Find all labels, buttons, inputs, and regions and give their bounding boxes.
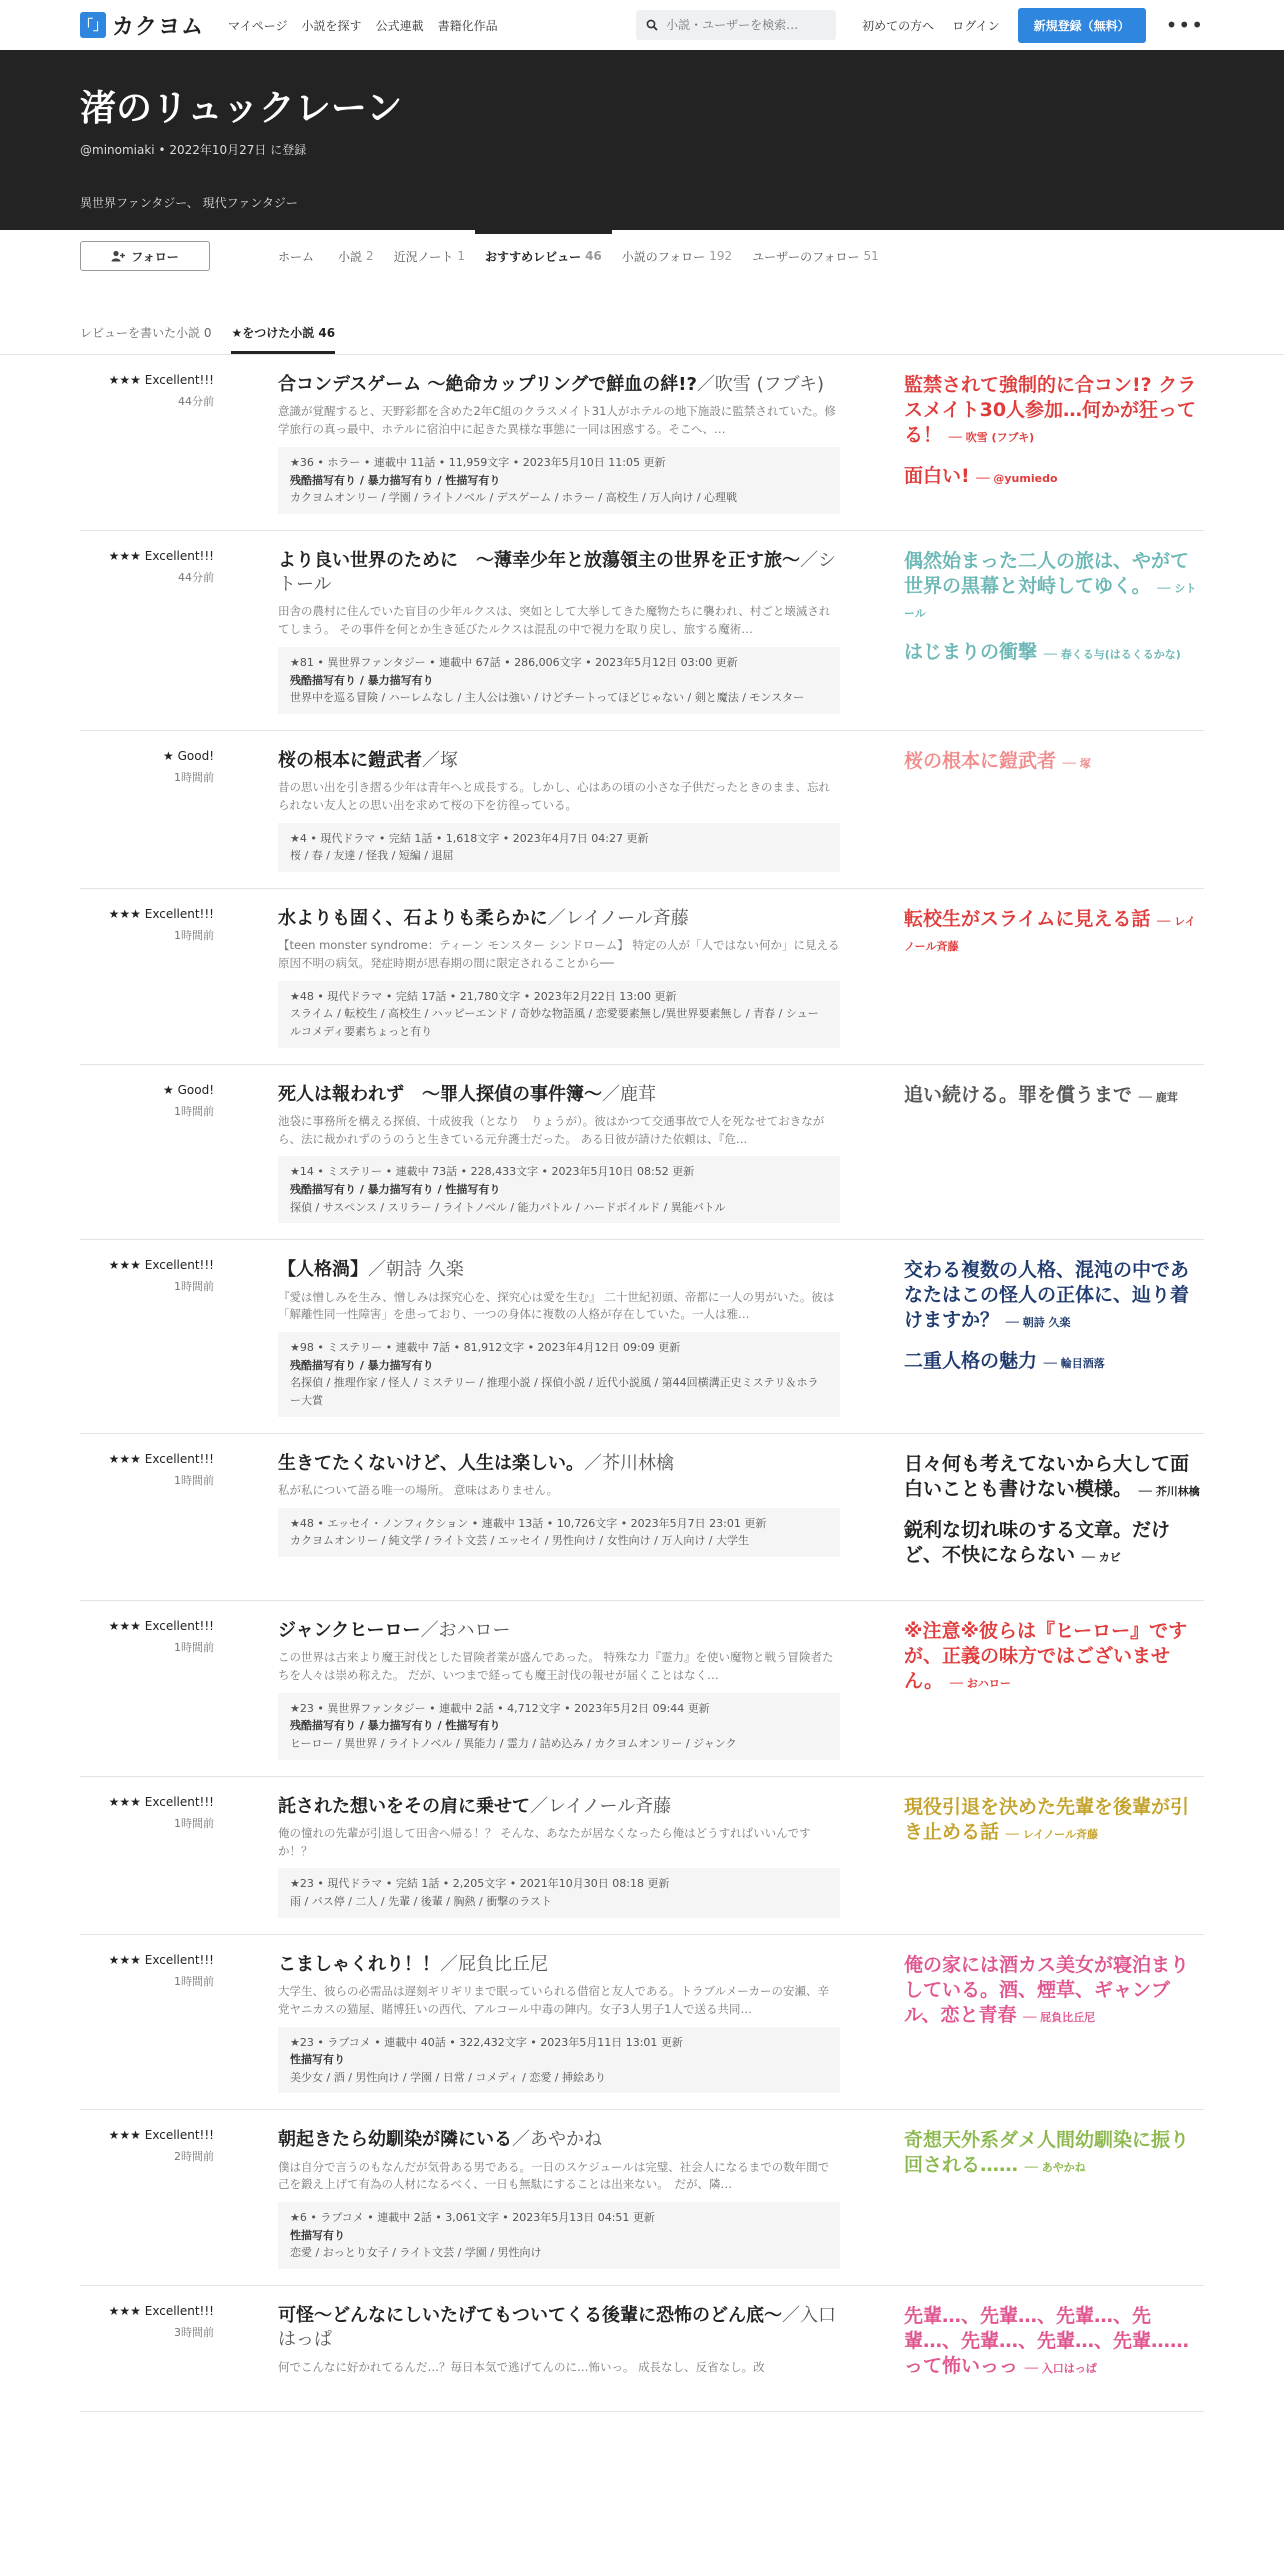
review-text: はじまりの衝撃 [904,640,1038,663]
work-stats: ★36 • ホラー • 連載中 11話 • 11,959文字 • 2023年5月10日 11:05 更新 [290,455,666,469]
list-item [80,1434,1204,1601]
tag-list[interactable]: ヒーロー / 異世界 / ライトノベル / 異能力 / 霊力 / 詰め込み / カクヨムオンリー / ジャンク [290,1736,737,1750]
review-author: ── 鹿茸 [1138,1090,1178,1104]
review-catchphrase[interactable] [904,2128,1204,2178]
subtab-reviewed[interactable]: レビューを書いた小説 0 [80,326,212,340]
logo-mark: 「」 [80,12,106,38]
catchphrases [904,1619,1204,1760]
author-link[interactable]: ／屁負比丘尼 [440,1953,548,1975]
list-item [80,2286,1204,2412]
tab-label: 小説 [338,249,363,264]
star-rating: ★★★ Excellent!!! [108,1451,214,1466]
profile-tabs [0,230,1284,282]
tab-count: 192 [709,249,733,263]
work-stats: ★98 • ミステリー • 連載中 7話 • 81,912文字 • 2023年4月12日 09:09 更新 [290,1341,681,1355]
review-catchphrase[interactable] [904,1795,1204,1845]
work-stats: ★4 • 現代ドラマ • 完結 1話 • 1,618文字 • 2023年4月7日 04:27 更新 [290,831,649,845]
catchphrases [904,749,1204,872]
list-item [80,1601,1204,1777]
catchphrases [904,373,1204,514]
tag-list[interactable]: カクヨムオンリー / 学園 / ライトノベル / デスゲーム / ホラー / 高校生 / 万人向け / 心理戦 [290,491,738,505]
work-title: 合コンデスゲーム 〜絶命カップリングで鮮血の絆!? [278,374,697,395]
work-intro: 意識が覚醒すると、天野彩都を含めた2年C組のクラスメイト31人がホテルの地下施設に監禁されていた。修学旅行の真っ最中、ホテルに宿泊中に起きた異様な事態に一同は困惑する。そこへ、… [278,404,836,437]
work-info [278,749,840,872]
rating-column [80,1795,214,1918]
author-link[interactable]: ／シトール [278,549,836,595]
work-intro: 田舎の農村に住んでいた盲目の少年ルクスは、突如として大挙してきた魔物たちに襲われ、村ごと壊滅されてしまう。 その事件を何とか生き延びたルクスは混乱の中で視力を取り戻し、旅する魔術… [278,604,831,637]
work-info [278,1258,840,1416]
review-text: 偶然始まった二人の旅は、やがて世界の黒幕と対峙してゆく。 [904,549,1190,597]
tag-list[interactable]: 美少女 / 酒 / 男性向け / 学園 / 日常 / コメディ / 恋愛 / 挿絵あり [290,2070,607,2084]
tab-notes[interactable] [394,230,465,282]
list-item [80,1065,1204,1241]
work-title: 朝起きたら幼馴染が隣にいる [278,2129,512,2151]
content-warnings: 残酷描写有り / 暴力描写有り / 性描写有り [290,1719,501,1733]
list-item [80,889,1204,1065]
timestamp: 1時間前 [174,770,214,784]
work-title-link[interactable] [278,1619,840,1643]
review-catchphrase[interactable] [904,1258,1204,1333]
review-author: ── 屁負比丘尼 [1023,2010,1096,2024]
rating-column [80,373,214,514]
rating-column [80,1258,214,1416]
work-info [278,373,840,514]
timestamp: 1時間前 [174,1280,214,1294]
work-meta [278,2202,840,2269]
work-intro: 大学生、彼らの必需品は遅刻ギリギリまで眠っていられる借宿と友人である。トラブルメーカーの安瀬、辛党ヤニカスの猫屋、賭博狂いの西代、アルコール中毒の陣内。女子3人男子1人で送る共同… [278,1983,829,2016]
star-rating: ★ Good! [163,1082,214,1097]
work-meta [278,1868,840,1917]
author-link[interactable]: ／吹雪 (フブキ) [696,374,824,395]
review-catchphrase[interactable] [904,907,1204,957]
review-author: ── カビ [1081,1550,1121,1564]
work-info [278,2128,840,2269]
tab-count: 1 [457,249,465,263]
review-author: ── 春くる与(はるくるかな) [1043,647,1181,661]
review-author: ── おハロー [949,1676,1011,1690]
nav-find-novels[interactable]: 小説を探す [301,18,362,33]
profile-meta: @minomiaki • 2022年10月27日 に登録 [80,143,307,157]
rating-column [80,907,214,1048]
star-rating: ★★★ Excellent!!! [108,1618,214,1633]
work-title: 【人格渦】 [278,1259,368,1281]
work-intro: この世界は古来より魔王討伐とした冒険者業が盛んであった。 特殊な力『霊力』を使い魔物と戦う冒険者たちを人々は崇め称えた。 だが、いつまで経っても魔王討伐の報せが届くことはなく… [278,1650,834,1682]
review-catchphrase[interactable] [904,749,1204,774]
work-title: 生きてたくないけど、人生は楽しい。 [278,1452,584,1474]
work-info [278,2304,840,2395]
profile-name: 渚のリュックレーン [80,88,403,129]
author-link[interactable]: ／あやかね [512,2129,602,2151]
review-catchphrase[interactable] [904,1619,1204,1694]
review-catchphrase[interactable] [904,2304,1204,2379]
review-catchphrase[interactable] [904,1953,1204,2028]
timestamp: 1時間前 [174,1816,214,1830]
author-link[interactable]: ／レイノール斉藤 [547,907,689,929]
work-stats: ★23 • 異世界ファンタジー • 連載中 2話 • 4,712文字 • 2023年5月2日 09:44 更新 [290,1701,710,1715]
work-info [278,549,840,714]
work-stats: ★48 • 現代ドラマ • 完結 17話 • 21,780文字 • 2023年2月22日 13:00 更新 [290,989,677,1003]
work-info [278,1795,840,1918]
catchphrases [904,1452,1204,1584]
work-meta [278,447,840,514]
content-warnings: 残酷描写有り / 暴力描写有り [290,1358,434,1372]
review-catchphrase[interactable] [904,1452,1204,1502]
review-text: 奇想天外系ダメ人間幼馴染に振り回される…… [904,2129,1190,2177]
review-author: ── レイノール斉藤 [904,914,1196,953]
tag-list[interactable]: 恋愛 / おっとり女子 / ライト文芸 / 学園 / 男性向け [290,2246,542,2260]
review-text: 二重人格の魅力 [904,1350,1038,1373]
work-stats: ★23 • 現代ドラマ • 完結 1話 • 2,205文字 • 2021年10月30日 08:18 更新 [290,1877,670,1891]
list-item [80,1777,1204,1935]
rating-column [80,2128,214,2269]
work-meta [278,1508,840,1557]
work-title: 桜の根本に鎧武者 [278,749,422,771]
timestamp: 1時間前 [174,928,214,942]
tab-label: ユーザーのフォロー [752,249,860,264]
review-text: 面白い! [904,465,970,488]
work-info [278,1452,840,1584]
work-title: 可怪〜どんなにしいたげてもついてくる後輩に恐怖のどん底〜 [278,2305,782,2327]
work-meta [278,981,840,1048]
work-stats: ★23 • ラブコメ • 連載中 40話 • 322,432文字 • 2023年5月11日 13:01 更新 [290,2035,683,2049]
site-logo[interactable] [80,10,204,41]
review-author: ── 朝詩 久楽 [1005,1316,1071,1330]
work-title: 水よりも固く、石よりも柔らかに [278,907,548,929]
author-link[interactable]: ／塚 [422,749,458,771]
review-text: 転校生がスライムに見える話 [904,907,1151,930]
content-warnings: 性描写有り [290,2053,345,2067]
work-title-link[interactable] [278,2304,840,2353]
timestamp: 1時間前 [174,1473,214,1487]
review-text: 追い続ける。罪を償うまで [904,1083,1133,1106]
work-stats: ★6 • ラブコメ • 連載中 2話 • 3,061文字 • 2023年5月13日 04:51 更新 [290,2211,655,2225]
list-item [80,731,1204,889]
work-title: 死人は報われず 〜罪人探偵の事件簿〜 [278,1083,602,1105]
work-title-link[interactable] [278,907,840,931]
tab-label: おすすめレビュー [484,249,582,264]
review-author: ── @yumiedo [976,472,1058,486]
login-link[interactable]: ログイン [952,18,1000,33]
list-item [80,1240,1204,1433]
rating-column [80,1953,214,2094]
tab-novels[interactable] [338,230,374,282]
rating-column [80,2304,214,2395]
catchphrases [904,2128,1204,2269]
tab-count: 46 [585,249,602,263]
work-title-link[interactable] [278,749,840,773]
work-title: こましゃくれり！！ [278,1953,440,1975]
tag-list[interactable]: 桜 / 春 / 友達 / 怪我 / 短編 / 退屈 [290,849,454,863]
work-meta [278,2027,840,2094]
content-warnings: 性描写有り [290,2228,345,2242]
work-title-link[interactable] [278,1452,840,1476]
work-intro: 【teen monster syndrome：ティーン モンスター シンドローム】 特定の人が「人ではない何か」に見える原因不明の病気。発症時期が思春期の間に限定されることから── [278,938,840,970]
content-warnings: 残酷描写有り / 暴力描写有り / 性描写有り [290,1183,501,1197]
author-link[interactable]: ／朝詩 久楽 [368,1259,464,1281]
work-meta [278,1332,840,1416]
tag-list[interactable]: 探偵 / サスペンス / スリラー / ライトノベル / 能力バトル / ハードボイルド / 異能バトル [290,1200,726,1214]
review-text: 先輩…、先輩…、先輩…、先輩…、先輩…、先輩…、先輩……って怖いっっ [904,2305,1190,2378]
star-rating: ★ Good! [163,748,214,763]
author-link[interactable]: ／芥川林檎 [584,1452,674,1474]
nav-mypage[interactable]: マイページ [228,18,288,33]
work-intro: 俺の憧れの先輩が引退して田舎へ帰る！？ そんな、あなたが居なくなったら俺はどうすればいいんですか！？ [278,1825,811,1858]
author-link[interactable]: ／入口はっぱ [278,2305,836,2351]
review-catchphrase[interactable] [904,1083,1204,1108]
star-rating: ★★★ Excellent!!! [108,373,214,387]
author-link[interactable]: ／おハロー [420,1619,511,1641]
more-menu-icon[interactable]: ••• [1165,13,1204,37]
signup-button[interactable]: 新規登録（無料） [1018,8,1146,43]
star-rating: ★★★ Excellent!!! [108,548,214,563]
timestamp: 44分前 [178,395,214,408]
work-info [278,1083,840,1224]
rating-column [80,549,214,714]
nav-official[interactable]: 公式連載 [375,18,424,33]
profile-genres: 異世界ファンタジー、 現代ファンタジー [80,196,298,210]
star-rating: ★★★ Excellent!!! [108,906,214,921]
catchphrases [904,2304,1204,2395]
add-user-icon [111,250,125,262]
review-author: ── レイノール斉藤 [1005,1827,1098,1841]
star-rating: ★★★ Excellent!!! [108,1794,214,1809]
timestamp: 1時間前 [174,1104,214,1118]
rating-column [80,1083,214,1224]
search-input[interactable] [666,18,826,32]
tag-list[interactable]: 名探偵 / 推理作家 / 怪人 / ミステリー / 推理小説 / 探偵小説 / 近代小説風 / 第44回横溝正史ミステリ＆ホラー大賞 [290,1376,819,1407]
review-list [0,355,1284,2412]
review-author: ── 入口はっぱ [1024,2362,1097,2376]
content-warnings: 残酷描写有り / 暴力描写有り [290,673,434,687]
work-title: より良い世界のために 〜薄幸少年と放蕩領主の世界を正す旅〜 [278,549,800,571]
follow-label: フォロー [131,249,179,264]
review-subtabs [0,324,1284,355]
work-meta [278,823,840,872]
tab-count: 2 [366,249,374,263]
list-item [80,531,1204,731]
tab-reviews[interactable] [485,230,602,282]
work-stats: ★14 • ミステリー • 連載中 73話 • 228,433文字 • 2023年5月10日 08:52 更新 [290,1165,695,1179]
work-title-link[interactable] [278,2128,840,2152]
work-intro: 何でこんなに好かれてるんだ…？毎日本気で逃げてんのに…怖いっ。 成長なし、反省なし。改 [278,2359,765,2374]
rating-column [80,749,214,872]
subtab-starred[interactable]: ★をつけた小説 46 [231,324,335,354]
work-intro: 昔の思い出を引き摺る少年は青年へと成長する。しかし、心はあの頃の小さな子供だったときのまま、忘れられない友人との思い出を求めて桜の下を彷徨っている。 [278,780,830,812]
review-author: ── 塚 [1062,756,1091,770]
timestamp: 2時間前 [174,2150,214,2164]
rating-column [80,1619,214,1760]
review-catchphrase[interactable] [904,640,1204,665]
work-stats: ★81 • 異世界ファンタジー • 連載中 67話 • 286,006文字 • 2023年5月12日 03:00 更新 [290,655,738,669]
work-intro: 僕は自分で言うのもなんだが気骨ある男である。一日のスケジュールは完璧、社会人になるまでの数年間で己を鍛え上げて有為の人材になるべく、一日も無駄にすることは出来ない。 だが、隣… [278,2159,830,2192]
star-rating: ★★★ Excellent!!! [108,2304,214,2319]
work-title-link[interactable] [278,1083,840,1107]
search-icon [646,19,658,31]
beginner-link[interactable]: 初めての方へ [862,18,935,33]
review-text: 俺の家には酒カス美女が寝泊まりしている。酒、煙草、ギャンブル、恋と青春 [904,1953,1190,2026]
work-intro: 『愛は憎しみを生み、憎しみは探究心を、探究心は愛を生む』 二十世紀初頭、帝都に一人の男がいた。彼は「解離性同一性障害」を患っており、一つの身体に複数の人格が存在していた。一人は雅… [278,1289,835,1322]
tab-user-follows[interactable] [752,230,879,282]
work-info [278,1619,840,1760]
star-rating: ★★★ Excellent!!! [108,2128,214,2143]
author-link[interactable]: ／鹿茸 [602,1083,656,1105]
work-title-link[interactable] [278,549,840,598]
work-meta [278,1693,840,1760]
tab-label: 近況ノート [393,249,454,264]
review-text: ※注意※彼らは『ヒーロー』ですが、正義の味方ではございません。 [904,1619,1188,1692]
tag-list[interactable]: カクヨムオンリー / 純文学 / ライト文芸 / エッセイ / 男性向け / 女性向け / 万人向け / 大学生 [290,1534,750,1548]
review-text: 現役引退を決めた先輩を後輩が引き止める話 [904,1795,1190,1843]
tab-home[interactable] [278,230,318,282]
review-catchphrase[interactable] [904,1349,1204,1374]
review-catchphrase[interactable] [904,464,1204,489]
timestamp: 44分前 [178,570,214,584]
review-text: 鋭利な切れ味のする文章。だけど、不快にならない [904,1518,1171,1566]
star-rating: ★★★ Excellent!!! [108,1952,214,1967]
nav-books[interactable]: 書籍化作品 [437,18,498,33]
timestamp: 1時間前 [174,1974,214,1988]
work-info [278,1953,840,2094]
work-stats: ★48 • エッセイ・ノンフィクション • 連載中 13話 • 10,726文字 • 2023年5月7日 23:01 更新 [290,1516,767,1530]
author-link[interactable]: ／レイノール斉藤 [530,1795,672,1817]
tab-label: ホーム [278,249,315,264]
list-item [80,1935,1204,2111]
top-bar [0,0,1284,50]
work-info [278,907,840,1048]
work-title-link[interactable] [278,1953,840,1977]
work-title: 託された想いをその肩に乗せて [278,1795,530,1817]
catchphrases [904,1258,1204,1416]
timestamp: 3時間前 [174,2326,214,2340]
work-intro: 私が私について語る唯一の場所。 意味はありません。 [278,1482,559,1497]
tab-novel-follows[interactable] [622,230,732,282]
catchphrases [904,1795,1204,1918]
review-text: 日々何も考えてないから大して面白いことも書けない模様。 [904,1452,1190,1500]
follow-button[interactable] [80,241,210,271]
tag-list[interactable]: 世界中を巡る冒険 / ハーレムなし / 主人公は強い / けどチートってほどじゃない / 剣と魔法 / モンスター [290,691,805,705]
review-text: 交わる複数の人格、混沌の中であなたはこの怪人の正体に、辿り着けますか？ [904,1259,1190,1332]
search-box[interactable] [636,10,836,40]
work-meta [278,1156,840,1223]
timestamp: 1時間前 [174,1640,214,1654]
content-warnings: 残酷描写有り / 暴力描写有り / 性描写有り [290,473,501,487]
rating-column [80,1452,214,1584]
review-author: ── あやかね [1024,2161,1086,2175]
catchphrases [904,1083,1204,1224]
list-item [80,355,1204,531]
review-author: ── シトール [904,581,1197,620]
catchphrases [904,1953,1204,2094]
tab-count: 51 [863,249,879,263]
work-title-link[interactable] [278,1795,840,1819]
work-meta [278,647,840,714]
review-author: ── 輪目酒落 [1043,1357,1105,1371]
review-author: ── 吹雪 (フブキ) [948,431,1035,445]
review-text: 桜の根本に鎧武者 [904,749,1057,772]
work-title-link[interactable] [278,373,840,397]
tag-list[interactable]: 雨 / バス停 / 二人 / 先輩 / 後輩 / 胸熱 / 衝撃のラスト [290,1895,552,1909]
tag-list[interactable]: スライム / 転校生 / 高校生 / ハッピーエンド / 奇妙な物語風 / 恋愛要素無し/異世界要素無し / 青春 / シュールコメディ要素ちょっと有り [290,1007,819,1038]
star-rating: ★★★ Excellent!!! [108,1258,214,1273]
review-text: 監禁されて強制的に合コン!? クラスメイト30人参加…何かが狂ってる！ [904,374,1197,447]
tab-label: 小説のフォロー [621,249,706,264]
work-title: ジャンクヒーロー [278,1619,421,1641]
list-item [80,2110,1204,2286]
review-author: ── 芥川林檎 [1138,1484,1200,1498]
review-catchphrase[interactable] [904,1518,1204,1568]
catchphrases [904,549,1204,714]
review-catchphrase[interactable] [904,549,1204,624]
work-title-link[interactable] [278,1258,840,1282]
catchphrases [904,907,1204,1048]
profile-hero [0,50,1284,230]
logo-text: カクヨム [112,14,205,40]
review-catchphrase[interactable] [904,373,1204,448]
work-intro: 池袋に事務所を構える探偵、十成彼我（となり りょうが）。彼はかつて交通事故で人を死なせておきながら、法に裁かれずのうのうと生きている元弁護士だった。 ある日彼が請けた依頼は、『危… [278,1113,825,1146]
